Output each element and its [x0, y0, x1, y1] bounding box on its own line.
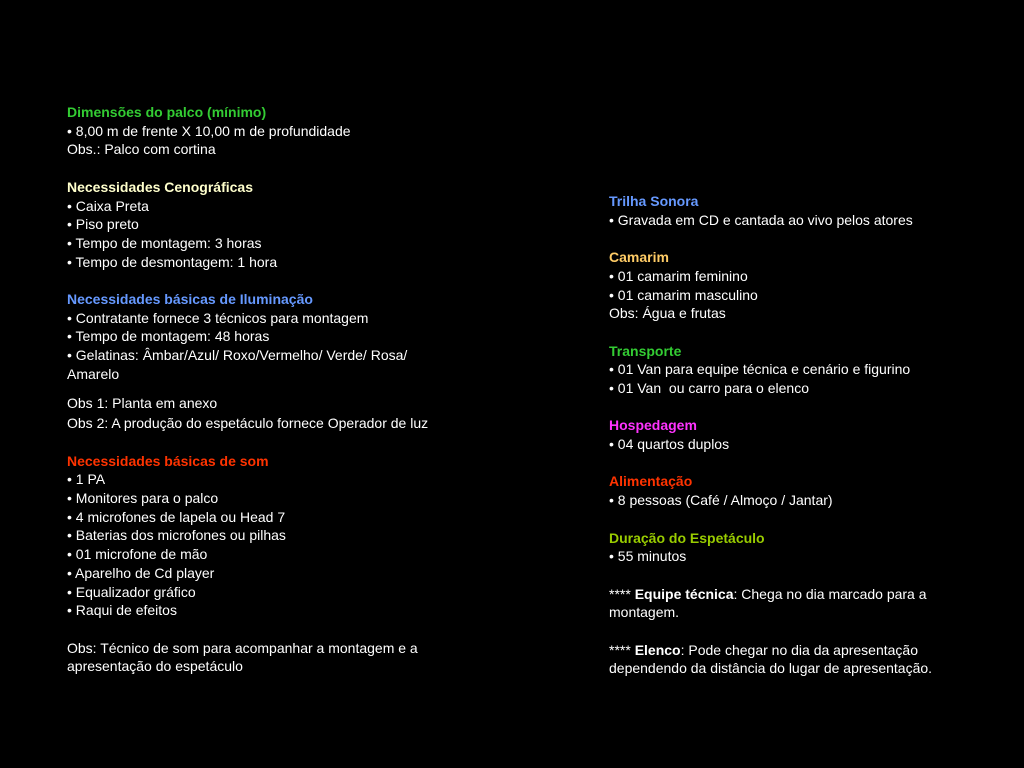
- list-item: • 01 microfone de mão: [67, 546, 208, 563]
- cast-label: Elenco: [634, 641, 681, 658]
- list-item: • Gelatinas: Âmbar/Azul/ Roxo/Vermelho/ Verde/ Rosa/ Amarelo: [67, 347, 411, 382]
- list-item: • 01 camarim feminino: [609, 267, 748, 284]
- cast-text: : Pode chegar no dia da apresentação dependendo da distância do lugar de apresentação.: [609, 641, 933, 677]
- list-item: • 04 quartos duplos: [609, 436, 730, 453]
- heading-stage-dimensions: Dimensões do palco (mínimo): [67, 104, 267, 120]
- heading-duration: Duração do Espetáculo: [609, 529, 765, 546]
- note-prefix: ****: [609, 585, 635, 602]
- list-item: • Raqui de efeitos: [67, 602, 177, 619]
- list-item: Obs: Água e frutas: [609, 305, 726, 322]
- tech-team-note: [609, 585, 979, 622]
- list-item: • Caixa Preta: [67, 197, 149, 214]
- list-item: • Tempo de desmontagem: 1 hora: [67, 253, 278, 270]
- list-item: • 8 pessoas (Café / Almoço / Jantar): [609, 492, 833, 509]
- list-item: • Tempo de montagem: 48 horas: [67, 328, 270, 345]
- note-prefix: ****: [609, 641, 635, 658]
- list-item: • Monitores para o palco: [67, 490, 219, 507]
- heading-dressing-room: Camarim: [609, 249, 669, 266]
- list-item: • Tempo de montagem: 3 horas: [67, 234, 262, 251]
- left-column: [67, 103, 477, 676]
- lighting-obs-2: Obs 2: A produção do espetáculo fornece Operador de luz: [67, 415, 429, 432]
- tech-team-text: : Chega no dia marcado para a montagem.: [609, 585, 931, 621]
- list-item: • 01 camarim masculino: [609, 286, 758, 303]
- list-item: • 8,00 m de frente X 10,00 m de profundidade: [67, 122, 351, 139]
- list-item: Obs.: Palco com cortina: [67, 141, 216, 158]
- heading-transport: Transporte: [609, 342, 682, 359]
- sound-obs: Obs: Técnico de som para acompanhar a montagem e a apresentação do espetáculo: [67, 639, 422, 675]
- heading-soundtrack: Trilha Sonora: [609, 193, 699, 209]
- heading-scenography: Necessidades Cenográficas: [67, 178, 253, 195]
- heading-food: Alimentação: [609, 473, 693, 490]
- list-item: • 1 PA: [67, 471, 106, 488]
- list-item: • Baterias dos microfones ou pilhas: [67, 527, 286, 544]
- list-item: • Gravada em CD e cantada ao vivo pelos atores: [609, 211, 913, 228]
- lighting-obs-1: Obs 1: Planta em anexo: [67, 394, 218, 411]
- list-item: • 01 Van para equipe técnica e cenário e figurino: [609, 361, 911, 378]
- heading-lighting: Necessidades básicas de Iluminação: [67, 291, 313, 307]
- heading-lodging: Hospedagem: [609, 417, 697, 434]
- list-item: • 55 minutos: [609, 548, 687, 565]
- list-item: • 01 Van ou carro para o elenco: [609, 380, 809, 396]
- right-column: [609, 192, 1009, 678]
- list-item: • 4 microfones de lapela ou Head 7: [67, 508, 286, 525]
- list-item: • Contratante fornece 3 técnicos para montagem: [67, 309, 369, 326]
- tech-team-label: Equipe técnica: [634, 585, 734, 602]
- list-item: • Piso preto: [67, 216, 139, 233]
- cast-note: [609, 641, 979, 678]
- heading-sound: Necessidades básicas de som: [67, 452, 269, 469]
- list-item: • Equalizador gráfico: [67, 583, 196, 600]
- list-item: • Aparelho de Cd player: [67, 564, 215, 581]
